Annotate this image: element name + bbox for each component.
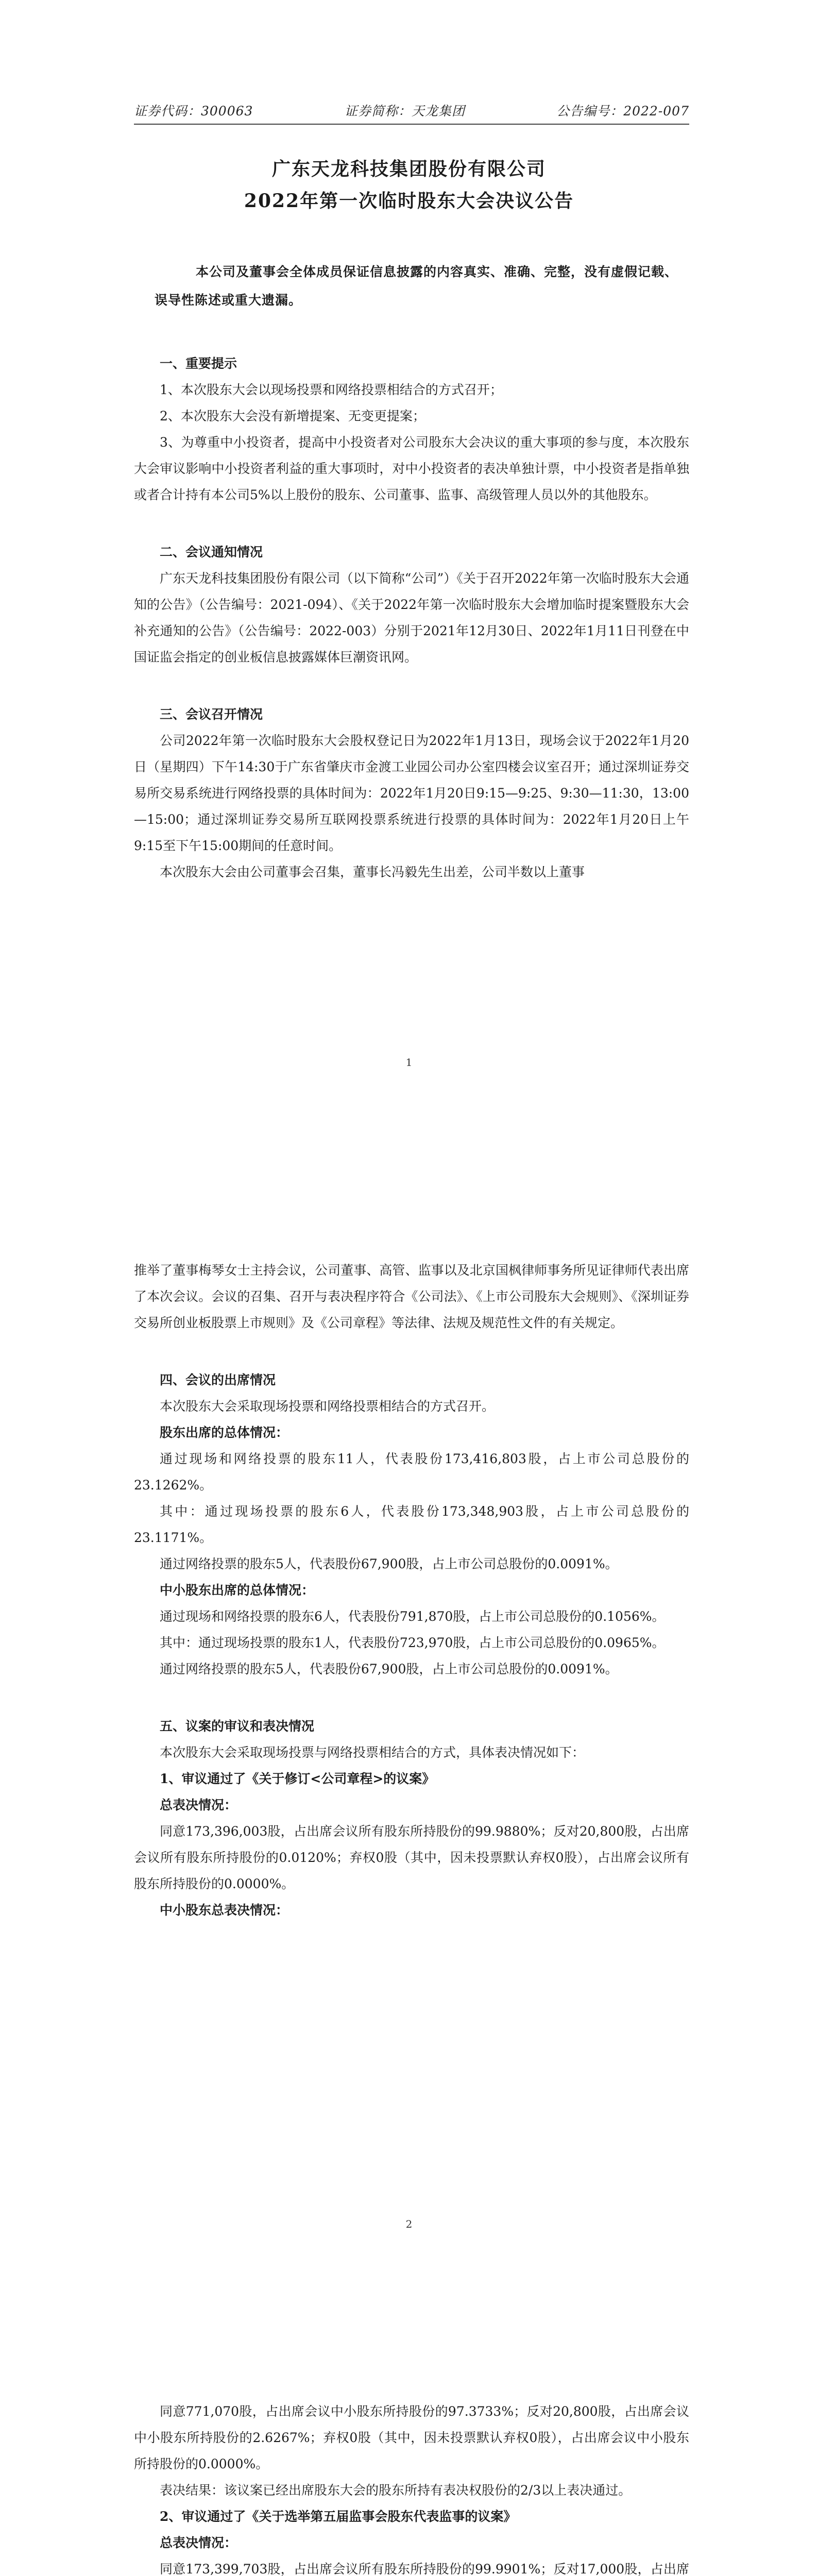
proposal-1-heading: 1、审议通过了《关于修订<公司章程>的议案》 — [160, 1771, 435, 1786]
page-number: 1 — [405, 1056, 413, 1069]
board-guarantee-notice: 本公司及董事会全体成员保证信息披露的内容真实、准确、完整，没有虚假记载、误导性陈述或重大遗漏。 — [155, 264, 678, 308]
s5-intro: 本次股东大会采取现场投票与网络投票相结合的方式，具体表决情况如下： — [160, 1745, 585, 1760]
s4-total-3: 通过网络投票的股东5人，代表股份67,900股，占上市公司总股份的0.0091%。 — [160, 1556, 618, 1571]
s4-small-2: 其中：通过现场投票的股东1人，代表股份723,970股，占上市公司总股份的0.0965%。 — [160, 1635, 665, 1650]
p1-result: 表决结果：该议案已经出席股东大会的股东所持有表决权股份的2/3以上表决通过。 — [160, 2483, 632, 2498]
p1-total-vote-heading: 总表决情况： — [160, 1798, 237, 1812]
p1-small-vote-heading: 中小股东总表决情况： — [160, 1903, 289, 1918]
s4-total-heading: 股东出席的总体情况： — [160, 1425, 289, 1440]
s4-small-1: 通过现场和网络投票的股东6人，代表股份791,870股，占上市公司总股份的0.1056%。 — [160, 1609, 665, 1624]
s3-text-1: 公司2022年第一次临时股东大会股权登记日为2022年1月13日，现场会议于2022年1月20日（星期四）下午14:30于广东省肇庆市金渡工业园公司办公室四楼会议室召开；通过深圳证券交易所交易系统进行网络投票的具体时间为：2022年1月20日9:15—9:25、9:30—11:30，13:00—15:00；通过深圳证券交易所互联网投票系统进行投票的具体时间为：2022年1月20日上午9:15至下午15:00期间的任意时间。 — [134, 733, 689, 853]
stock-code: 证券代码：300063 — [134, 104, 253, 118]
p2-total-vote-heading: 总表决情况： — [160, 2535, 237, 2550]
page-1-content — [134, 350, 689, 885]
company-title: 广东天龙科技集团股份有限公司 — [271, 158, 546, 180]
header-line — [134, 101, 689, 125]
section-1-heading: 一、重要提示 — [160, 356, 237, 371]
s4-small-heading: 中小股东出席的总体情况： — [160, 1583, 315, 1598]
section-3-heading: 三、会议召开情况 — [160, 707, 263, 722]
s1-item-1: 1、本次股东大会以现场投票和网络投票相结合的方式召开； — [160, 382, 503, 397]
stock-name: 证券简称：天龙集团 — [344, 104, 465, 118]
p1-small-vote: 同意771,070股，占出席会议中小股东所持股份的97.3733%；反对20,800股，占出席会议中小股东所持股份的2.6267%；弃权0股（其中，因未投票默认弃权0股），占出席会议中小股东所持股份的0.0000%。 — [134, 2404, 689, 2471]
document-title: 2022年第一次临时股东大会决议公告 — [244, 190, 574, 212]
s4-small-3: 通过网络投票的股东5人，代表股份67,900股，占上市公司总股份的0.0091%。 — [160, 1662, 618, 1676]
proposal-2-heading: 2、审议通过了《关于选举第五届监事会股东代表监事的议案》 — [160, 2509, 517, 2524]
s2-text: 广东天龙科技集团股份有限公司（以下简称“公司”）《关于召开2022年第一次临时股东大会通知的公告》（公告编号：2021-094）、《关于2022年第一次临时股东大会增加临时提案暨股东大会补充通知的公告》（公告编号：2022-003）分别于2021年12月30日、2022年1月11日刊登在中国证监会指定的创业板信息披露媒体巨潮资讯网。 — [134, 571, 689, 665]
page-3-content — [134, 2398, 689, 2576]
s4-total-1: 通过现场和网络投票的股东11人，代表股份173,416,803股，占上市公司总股份的23.1262%。 — [134, 1451, 689, 1493]
s1-item-2: 2、本次股东大会没有新增提案、无变更提案； — [160, 409, 425, 423]
s3-text-2-end: 推举了董事梅琴女士主持会议，公司董事、高管、监事以及北京国枫律师事务所见证律师代表出席了本次会议。会议的召集、召开与表决程序符合《公司法》、《上市公司股东大会规则》、《深圳证券交易所创业板股票上市规则》及《公司章程》等法律、法规及规范性文件的有关规定。 — [134, 1263, 689, 1330]
s1-item-3: 3、为尊重中小投资者，提高中小投资者对公司股东大会决议的重大事项的参与度，本次股东大会审议影响中小投资者利益的重大事项时，对中小投资者的表决单独计票，中小投资者是指单独或者合计持有本公司5%以上股份的股东、公司董事、监事、高级管理人员以外的其他股东。 — [134, 435, 689, 502]
p1-total-vote: 同意173,396,003股，占出席会议所有股东所持股份的99.9880%；反对20,800股，占出席会议所有股东所持股份的0.0120%；弃权0股（其中，因未投票默认弃权0股），占出席会议所有股东所持股份的0.0000%。 — [134, 1824, 689, 1891]
page-number: 2 — [405, 2218, 413, 2230]
section-4-heading: 四、会议的出席情况 — [160, 1372, 276, 1387]
s4-total-2: 其中：通过现场投票的股东6人，代表股份173,348,903股，占上市公司总股份的23.1171%。 — [134, 1504, 689, 1545]
page-1 — [0, 0, 818, 1157]
notice-number: 公告编号：2022-007 — [556, 104, 689, 118]
section-5-heading: 五、议案的审议和表决情况 — [160, 1719, 315, 1734]
s4-intro: 本次股东大会采取现场投票和网络投票相结合的方式召开。 — [160, 1399, 495, 1414]
s3-text-2-start: 本次股东大会由公司董事会召集，董事长冯毅先生出差，公司半数以上董事 — [160, 865, 585, 879]
page-2-content — [134, 1257, 689, 1923]
p2-total-vote: 同意173,399,703股，占出席会议所有股东所持股份的99.9901%；反对17,000股，占出席 — [160, 2562, 689, 2576]
page-2 — [0, 1157, 818, 2313]
section-2-heading: 二、会议通知情况 — [160, 545, 263, 560]
page-3 — [0, 2313, 818, 2576]
